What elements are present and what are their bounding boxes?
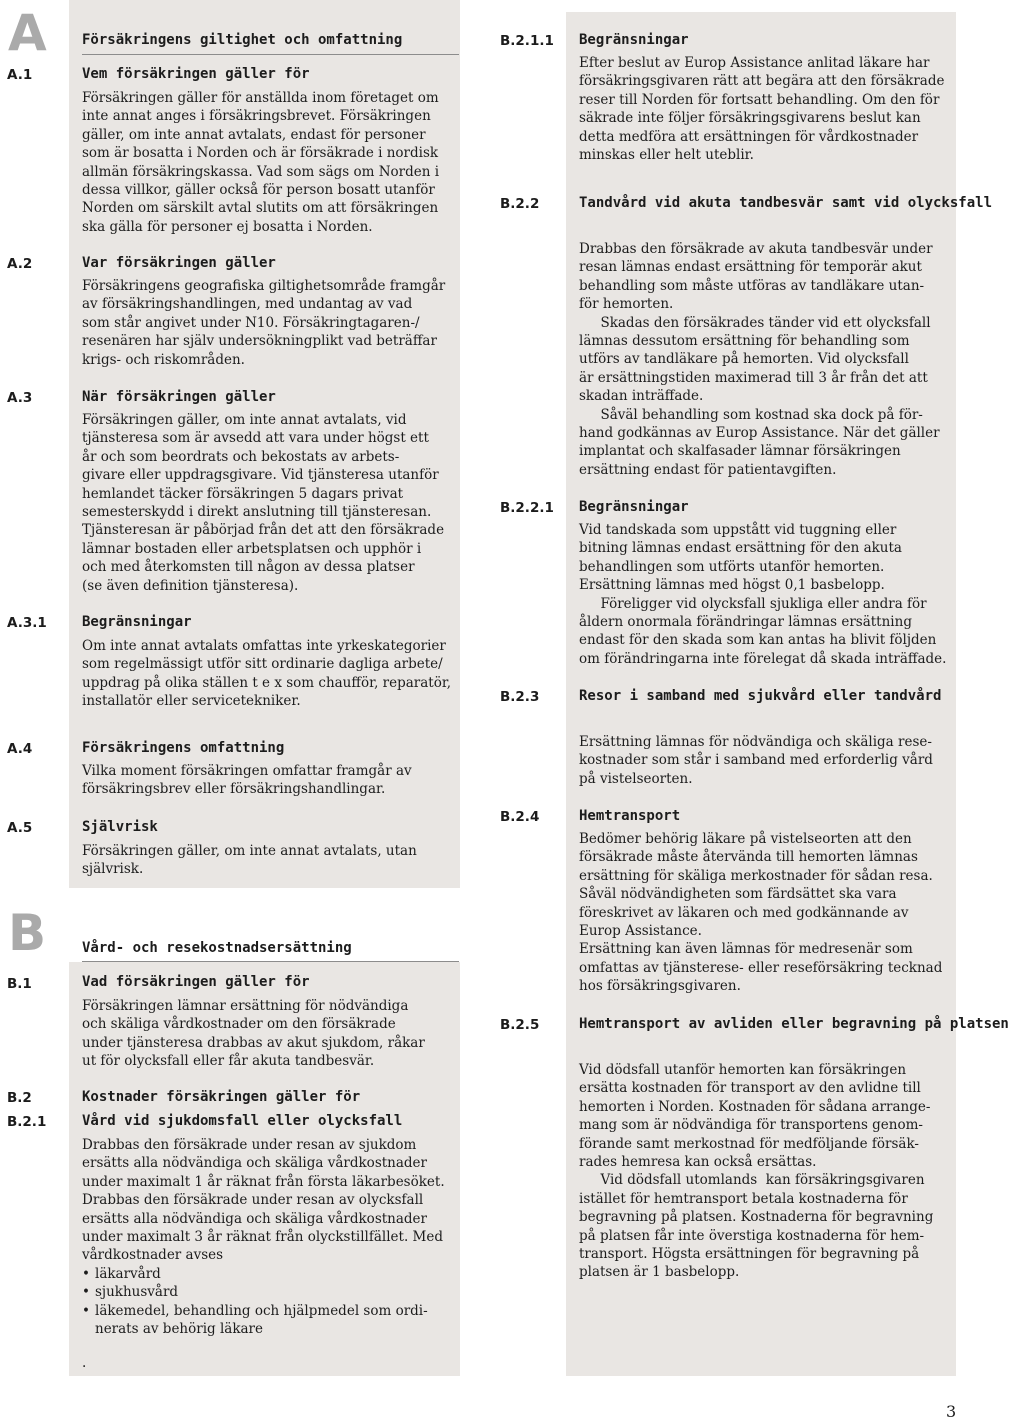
item-number: B.2.1 (7, 1114, 47, 1130)
section-letter-a: A (8, 4, 46, 62)
item-heading: Hemtransport (579, 808, 681, 824)
item-body: Försäkringen lämnar ersättning för nödvändiga och skäliga vårdkostnader om den försäkrade under tjänsteresa drabbas av akut sjukdom, råkar ut för olycksfall eller får akuta tandbesvär. (82, 998, 425, 1070)
page-number: 3 (946, 1402, 957, 1421)
item-number: B.2.5 (500, 1017, 540, 1033)
section-letter-b: B (8, 904, 46, 962)
item-body: Försäkringens geografiska giltighetsområde framgår av försäkringshandlingen, med undantag av vad som står angivet under N10. Försäkringtagaren-/ resenären har själv undersökningplikt vad beträffar krigs- och riskområden. (82, 278, 446, 368)
item-number: A.3 (7, 390, 33, 406)
bullet-text: läkarvård (95, 1266, 161, 1282)
item-body: Bedömer behörig läkare på vistelseorten att den försäkrade måste återvända till hemorten lämnas ersättning för skäliga merkostnader för sådan resa. Såväl nödvändigheten som färdsättet ska vara föreskrivet av läkaren och med godkännande av Europ Assistance. Ersättning kan även lämnas för medresenär som omfattas av tjänsterese- eller reseförsäkring tecknad hos försäkringsgivaren. (579, 831, 943, 995)
item-body: Drabbas den försäkrade av akuta tandbesvär under resan lämnas endast ersättning för temporär akut behandling som måste utföras av tandläkare utan- för hemorten. Skadas den försäkrades tänder vid ett olycksfall lämnas dessutom ersättning för behandling som utförs av tandläkare på hemorten. Vid olycksfall är ersättningstiden maximerad till 3 år från det att skadan inträffade. Såväl behandling som kostnad ska dock på för- hand godkännas av Europ Assistance. När det gäller implantat och skalfasader lämnar försäkringen ersättning endast för patientavgiften. (579, 241, 940, 478)
bullet-text: sjukhusvård (95, 1284, 179, 1301)
item-heading: Tandvård vid akuta tandbesvär samt vid olycksfall (579, 195, 993, 211)
item-number: B.2.3 (500, 689, 540, 705)
item-heading: Hemtransport av avliden eller begravning på platsen (579, 1016, 1009, 1032)
item-body: Försäkringen gäller, om inte annat avtalats, utan självrisk. (82, 843, 417, 878)
item-body: Efter beslut av Europ Assistance anlitad läkare har försäkringsgivaren rätt att begära att den försäkrade reser till Norden för fortsatt behandling. Om den för säkrade inte följer försäkringsgivarens beslut kan detta medföra att ersättningen för vårdkostnader minskas eller helt uteblir. (579, 55, 945, 164)
item-body: Vilka moment försäkringen omfattar framgår av försäkringsbrev eller försäkringshandlingar. (82, 763, 412, 798)
item-number: A.3.1 (7, 615, 47, 631)
item-heading: Var försäkringen gäller (82, 255, 276, 271)
item-number: A.5 (7, 820, 33, 836)
item-heading: Vad försäkringen gäller för (82, 974, 310, 990)
item-number: B.2.1.1 (500, 33, 554, 49)
item-body: Ersättning lämnas för nödvändiga och skäliga rese- kostnader som står i samband med erforderlig vård på vistelseorten. (579, 734, 933, 787)
item-number: B.2.4 (500, 809, 540, 825)
item-number: A.1 (7, 67, 33, 83)
section-a-rule (82, 54, 459, 55)
item-heading: Resor i samband med sjukvård eller tandvård (579, 688, 942, 704)
item-heading: Begränsningar (579, 32, 689, 48)
item-body: Försäkringen gäller för anställda inom företaget om inte annat anges i försäkringsbrevet. Försäkringen gäller, om inte annat avtalats, endast för personer som är bosatta i Norden och är försäkrade i nordisk allmän försäkringskassa. Vad som sägs om Norden i dessa villkor, gäller också för person bosatt utanför Norden om särskilt avtal slutits om att försäkringen ska gälla för personer ej bosatta i Norden. (82, 90, 440, 235)
section-b-title: Vård- och resekostnadsersättning (82, 940, 352, 956)
item-heading: Kostnader försäkringen gäller för (82, 1089, 361, 1105)
item-number: B.2 (7, 1090, 32, 1106)
item-heading: Vård vid sjukdomsfall eller olycksfall (82, 1113, 403, 1129)
item-number: A.2 (7, 256, 33, 272)
section-b-rule (82, 961, 459, 962)
trailing-dot: . (82, 1355, 87, 1371)
item-number: B.1 (7, 976, 32, 992)
bullet-text: läkemedel, behandling och hjälpmedel som ordi- nerats av behörig läkare (95, 1302, 428, 1338)
item-heading: Självrisk (82, 819, 158, 835)
item-number: B.2.2 (500, 196, 540, 212)
item-number: A.4 (7, 741, 33, 757)
item-heading: När försäkringen gäller (82, 389, 276, 405)
section-a-title: Försäkringens giltighet och omfattning (82, 32, 403, 48)
item-body: Försäkringen gäller, om inte annat avtalats, vid tjänsteresa som är avsedd att vara under högst ett år och som beordrats och bekostats av arbets- givare eller uppdragsgivare. Vid tjänsteresa utanför hemlandet täcker försäkringen 5 dagars privat semesterskydd i direkt anslutning till tjänsteresan. Tjänsteresan är påbörjad från det att den försäkrade lämnar bostaden eller arbetsplatsen och upphör i och med återkomsten till någon av dessa platser (se även definition tjänsteresa). (82, 412, 445, 594)
item-heading: Vem försäkringen gäller för (82, 66, 310, 82)
item-body: Drabbas den försäkrade under resan av sjukdom ersätts alla nödvändiga och skäliga vårdkostnader under maximalt 1 år räknat från första läkarbesöket. Drabbas den försäkrade under resan av olycksfall ersätts alla nödvändiga och skäliga vårdkostnader under maximalt 3 år räknat från olyckstillfället. Med vårdkostnader avses (82, 1137, 445, 1264)
item-body: Vid tandskada som uppstått vid tuggning eller bitning lämnas endast ersättning för den akuta behandlingen som utförts utanför hemorten. Ersättning lämnas med högst 0,1 basbelopp. Föreligger vid olycksfall sjukliga eller andra för åldern onormala förändringar lämnas ersättning endast för den skada som kan antas ha blivit följden om förändringarna inte förelegat då skada inträffade. (579, 522, 947, 667)
item-body: Om inte annat avtalats omfattas inte yrkeskategorier som regelmässigt utför sitt ordinarie dagliga arbete/ uppdrag på olika ställen t e x som chaufför, reparatör, installatör eller servicetekniker. (82, 638, 452, 710)
item-number: B.2.2.1 (500, 500, 554, 516)
item-body: Vid dödsfall utanför hemorten kan försäkringen ersätta kostnaden för transport av den avlidne till hemorten i Norden. Kostnaden för sådana arrange- mang som är nödvändiga för transportens genom- förande samt merkostnad för medföljande försäk- rades hemresa kan också ersättas. Vid dödsfall utomlands kan försäkringsgivaren istället för hemtransport betala kostnaderna för begravning på platsen. Kostnaderna för begravning på platsen får inte överstiga kostnaderna för hem- transport. Högsta ersättningen för begravning på platsen är 1 basbelopp. (579, 1062, 934, 1281)
item-heading: Försäkringens omfattning (82, 740, 285, 756)
item-heading: Begränsningar (82, 614, 192, 630)
item-heading: Begränsningar (579, 499, 689, 515)
